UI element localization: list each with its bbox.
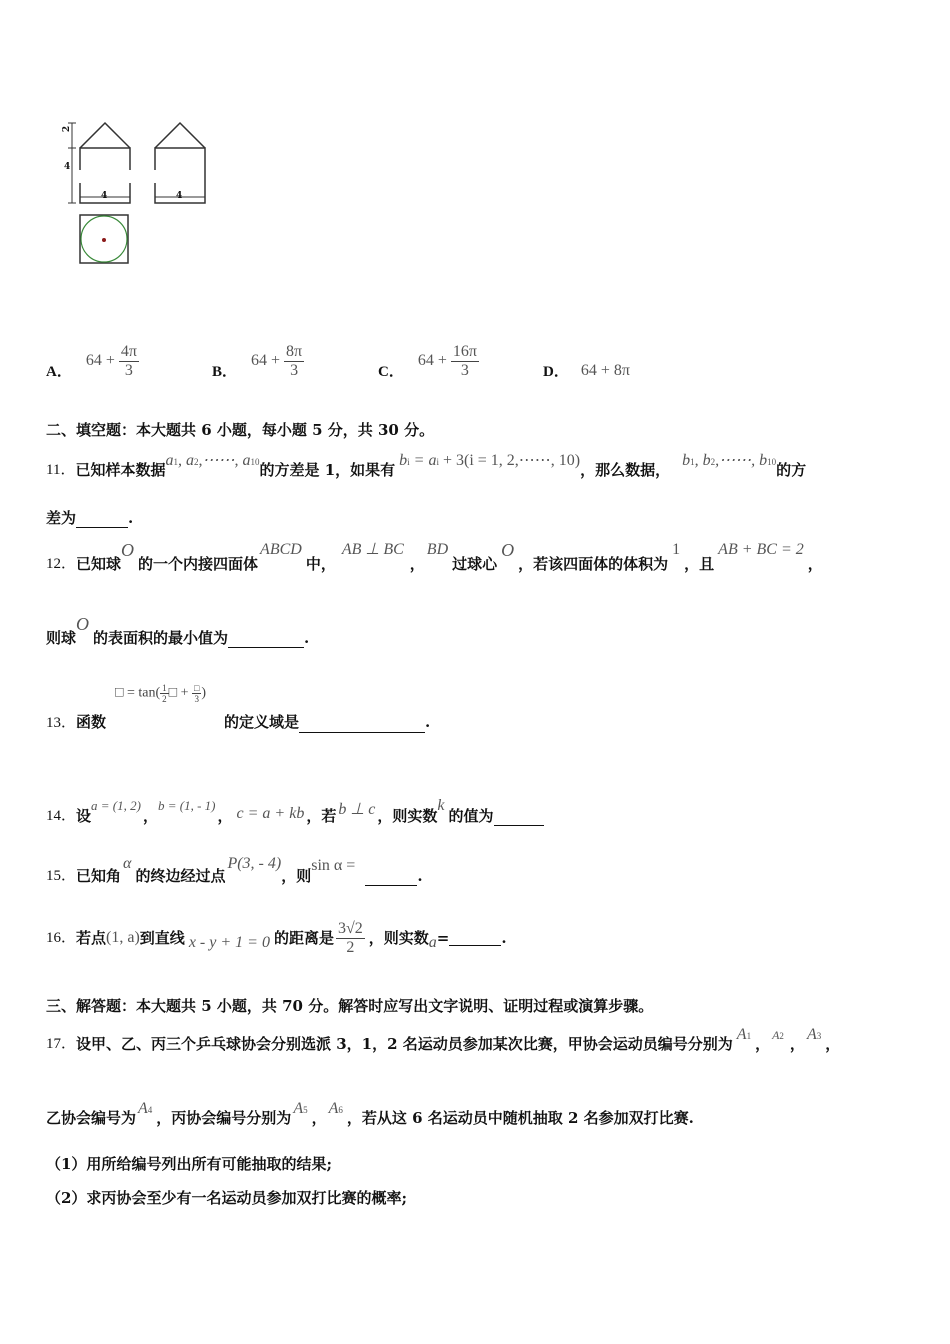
question-number: 12． <box>46 556 77 572</box>
question-16: 16． 若点 (1, a) 到直线 x - y + 1 = 0 的距离是 $\frac{3√2}{2}$ ，则实数 a = . <box>46 919 507 956</box>
section-3-title: 三、解答题：本大题共 5 小题，共 70 分。解答时应写出文字说明、证明过程或演算步骤。 <box>46 997 654 1015</box>
math-A1: A1 <box>736 1026 752 1043</box>
option-label: A． <box>46 363 72 380</box>
math-perp: AB ⊥ BC <box>341 541 404 558</box>
math-one: 1 <box>672 541 681 558</box>
option-label: D． <box>543 363 569 380</box>
dim-label-left: 4 <box>64 162 71 172</box>
math-A5: A5 <box>293 1100 308 1117</box>
answer-blank[interactable] <box>76 513 128 528</box>
math-O: O <box>501 540 515 560</box>
answer-blank[interactable] <box>365 871 417 886</box>
math-point: (1, a) <box>106 929 140 946</box>
question-number: 17． <box>46 1036 77 1052</box>
option-fraction <box>284 343 304 380</box>
math-a: a <box>428 934 437 951</box>
answer-blank[interactable] <box>228 633 304 648</box>
answer-blank[interactable] <box>494 811 544 826</box>
fraction-numerator: 8π <box>286 342 303 360</box>
fraction-denominator: 3 <box>124 361 133 379</box>
question-15: 15． 已知角 α 的终边经过点 P(3, - 4) ，则 sin α = . <box>46 855 423 885</box>
math-alpha: α <box>123 855 132 872</box>
math-point-P: P(3, - 4) <box>227 855 282 872</box>
math-A2: A2 <box>772 1028 784 1042</box>
dim-label-front-bottom: 4 <box>101 191 108 201</box>
fraction-numerator: 16π <box>452 342 477 360</box>
math-sum: AB + BC = 2 <box>718 541 804 558</box>
q11-text: 已知样本数据 <box>75 461 166 479</box>
math-vector-b: b = (1, - 1) <box>157 798 216 813</box>
question-17-part-1: （1）用所给编号列出所有可能抽取的结果; <box>46 1155 332 1173</box>
math-distance: $\frac{3√2}{2}$ <box>337 919 363 956</box>
q11-sample-data: a1, a2,⋯⋯, a10 <box>165 452 260 469</box>
option-fraction <box>119 343 139 380</box>
option-fraction <box>451 343 479 380</box>
fraction-numerator: 4π <box>120 342 137 360</box>
question-11-line-1 <box>46 452 806 480</box>
math-BD: BD <box>426 541 449 558</box>
question-17-part-2: （2）求丙协会至少有一名运动员参加双打比赛的概率; <box>46 1189 407 1207</box>
fraction-denominator: 3 <box>290 361 299 379</box>
math-O: O <box>76 614 90 634</box>
q11-text: 差为 <box>46 509 77 527</box>
dim-label-side-bottom: 4 <box>176 191 183 201</box>
dim-label-top: 2 <box>62 125 73 133</box>
math-line: x - y + 1 = 0 <box>188 934 270 951</box>
option-whole: 64 + <box>85 352 115 369</box>
option-a[interactable] <box>46 336 139 386</box>
fraction-denominator: 3 <box>460 361 469 379</box>
math-vector-a: a = (1, 2) <box>91 798 141 813</box>
question-number: 14． <box>46 808 77 824</box>
question-number: 15． <box>46 868 77 884</box>
answer-blank[interactable] <box>299 718 425 733</box>
question-14: 14． 设 a = (1, 2) ， b = (1, - 1) ， c = a + kb ，若 b ⊥ c ，则实数 k 的值为 <box>46 796 544 826</box>
q11-new-data: b1, b2,⋯⋯, b10 <box>682 452 777 469</box>
q11-text: 的方 <box>776 461 807 479</box>
q11-relation: bi = ai + 3(i = 1, 2,⋯⋯, 10) <box>399 452 581 469</box>
option-whole: 64 + 8π <box>580 362 630 379</box>
option-b[interactable] <box>212 336 304 386</box>
question-number: 13． <box>46 715 77 731</box>
three-view-figure <box>60 115 220 275</box>
option-whole: 64 + <box>251 352 281 369</box>
math-perp-bc: b ⊥ c <box>338 801 376 818</box>
question-12-line-1: 12． 已知球 O 的一个内接四面体 ABCD 中， AB ⊥ BC ， BD 过球心 O ，若该四面体的体积为 1 ，且 AB + BC = 2 ， <box>46 540 823 573</box>
math-vector-c: c = a + kb <box>236 805 305 822</box>
math-O: O <box>121 540 135 560</box>
option-c[interactable] <box>378 336 479 386</box>
option-label: B． <box>212 363 238 380</box>
question-number: 11． <box>46 462 76 478</box>
question-12-line-2: 则球 O 的表面积的最小值为 . <box>46 614 310 647</box>
option-d[interactable] <box>543 336 630 386</box>
q11-text: 的方差是 1，如果有 <box>259 461 396 479</box>
math-ABCD: ABCD <box>260 541 302 558</box>
math-sin: sin α = <box>311 857 356 874</box>
top-view <box>80 215 128 263</box>
question-17-line-2: 乙协会编号为 A4 ，丙协会编号分别为 A5 ， A6 ，若从这 6 名运动员中随机抽取 2 名参加双打比赛. <box>46 1100 694 1127</box>
math-A3: A3 <box>806 1026 822 1043</box>
question-17-line-1: 17． 设甲、乙、丙三个乒乓球协会分别选派 3，1，2 名运动员参加某次比赛，甲协会运动员编号分别为 A1 ， A2 ， A3 ， <box>46 1026 841 1053</box>
q11-text: ，那么数据， <box>580 461 671 479</box>
question-13: 13．函数 的定义域是 . <box>46 713 431 731</box>
option-whole: 64 + <box>417 352 447 369</box>
math-k: k <box>437 797 445 814</box>
q13-formula: □ = tan( $\frac{1}{2}$ □ + $\frac{□}{3}$ ) <box>115 683 207 704</box>
math-A4: A4 <box>138 1100 153 1117</box>
section-2-title: 二、填空题：本大题共 6 小题，每小题 5 分，共 30 分。 <box>46 421 435 439</box>
front-view <box>68 123 130 203</box>
question-number: 16． <box>46 930 77 946</box>
option-label: C． <box>378 363 404 380</box>
answer-blank[interactable] <box>449 931 501 946</box>
question-11-line-2: 差为 . <box>46 509 134 527</box>
math-A6: A6 <box>328 1100 343 1117</box>
